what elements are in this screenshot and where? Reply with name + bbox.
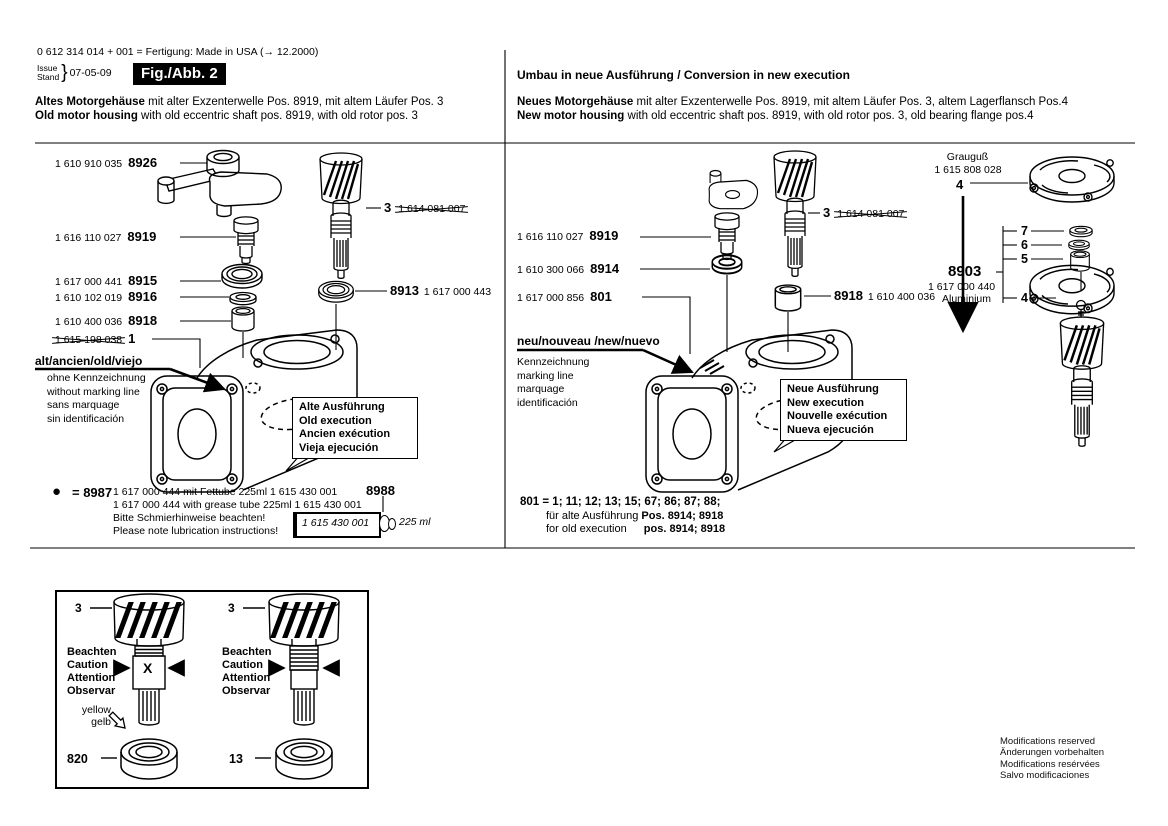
order-number-line: 0 612 314 014 + 001 = Fertigung: Made in USA (→ 12.2000) [37, 46, 319, 58]
tube-pos-8988: 8988 [366, 483, 395, 498]
part-number: 1 616 110 027 [517, 231, 584, 243]
part-label-8919-left [55, 229, 156, 244]
part-label-1-obsolete [55, 331, 135, 346]
rotor-obsolete-number: 1 614 081 007 [398, 203, 466, 215]
grease-tube-volume: 225 ml [399, 516, 431, 528]
callout-pos: 8913 [390, 283, 419, 298]
part-number: 1 610 300 066 [517, 264, 585, 276]
part-pos: 1 [128, 331, 136, 346]
left-title-de: Altes Motorgehäuse mit alter Exzenterwelle Pos. 8919, mit altem Läufer Pos. 3 [35, 96, 444, 108]
eccentric-cam-drawing-right [700, 168, 762, 214]
part-pos: 8915 [128, 273, 158, 288]
part-label-8926 [55, 155, 157, 170]
caution-text-left: Beachten Caution Attention Observar [67, 646, 117, 697]
neu-label: neu/nouveau /new/nuevo [517, 334, 660, 348]
part-label-8916 [55, 289, 157, 304]
flange-number-top: 1 615 808 028 [934, 164, 1002, 176]
part-pos: 8919 [589, 228, 619, 243]
part-number: 1 617 000 441 [55, 276, 123, 288]
part-label-8915 [55, 273, 157, 288]
yellow-pointer-arrow [109, 712, 125, 728]
stand-label: Stand [37, 72, 60, 82]
bullet-icon: ● [52, 483, 62, 500]
right-title-de: Neues Motorgehäuse mit alter Exzenterwelle Pos. 8919, mit altem Läufer Pos. 3, altem Lagerflansch Pos.4 [517, 96, 1068, 108]
rotor-label-left [384, 200, 465, 215]
ring-8916-drawing [228, 291, 258, 305]
grease-tube-number: 1 615 430 001 [302, 517, 370, 529]
part-number: 1 610 910 035 [55, 158, 123, 170]
eccentric-shaft-8919-drawing-left [230, 216, 262, 264]
caution-rotor-pos-right: 3 [228, 601, 235, 615]
part-pos: 801 [590, 289, 612, 304]
bushing-callout-8918 [834, 288, 935, 303]
part-label-8919-right [517, 228, 618, 243]
part-number: 1 617 000 856 [517, 292, 585, 304]
caution-inset-box [55, 590, 369, 789]
bearing-8913-drawing [317, 280, 355, 303]
part-number-struck: 1 615 198 038 [55, 334, 123, 346]
part-pos: 8916 [128, 289, 158, 304]
rotor-3-drawing-right [765, 148, 825, 278]
flange-material-aluminium: Aluminium [942, 293, 992, 305]
item-4: 4 [1021, 291, 1028, 305]
old-execution-box: Alte Ausführung Old execution Ancien exécution Vieja ejecución [292, 397, 418, 459]
flange-material-greycast: Grauguß [946, 151, 989, 163]
item-7: 7 [1021, 224, 1028, 238]
caution-rotor-pos-left: 3 [75, 601, 82, 615]
grease-tube-nozzle [388, 518, 396, 530]
new-execution-box: Neue Ausführung New execution Nouvelle exécution Nueva ejecución [780, 379, 907, 441]
rotor-3-drawing-left [311, 150, 371, 280]
part-label-801 [517, 289, 612, 304]
part-pos: 8926 [128, 155, 158, 170]
grease-tube-body [293, 512, 381, 538]
modifications-reserved-notes: Modifications reserved Änderungen vorbehalten Modifications resérvées Salvo modificaciones [1000, 736, 1105, 781]
note-801-line3: for old execution pos. 8914; 8918 [546, 523, 726, 535]
crank-8926-drawing [155, 148, 290, 220]
issue-stand-labels [37, 64, 59, 83]
callout-number: 1 617 000 443 [423, 286, 492, 298]
bearing-pos-13: 13 [229, 752, 243, 766]
flange-pos-8903: 8903 [948, 263, 982, 280]
issue-label: Issue [37, 62, 58, 73]
bearing-callout-8913 [390, 283, 491, 298]
callout-pos: 8918 [834, 288, 863, 303]
figure-badge: Fig./Abb. 2 [133, 63, 226, 85]
brace-glyph: } [61, 62, 68, 83]
rotor-pos: 3 [823, 205, 831, 220]
rotor-pos: 3 [384, 200, 392, 215]
part-number: 1 610 102 019 [55, 292, 123, 304]
conversion-title: Umbau in neue Ausführung / Conversion in new execution [517, 68, 850, 82]
item-6: 6 [1021, 238, 1028, 252]
ring-8914-drawing [710, 253, 744, 274]
part-number: 1 610 400 036 [55, 316, 123, 328]
part-pos: 8919 [127, 229, 157, 244]
rotor-label-right [823, 205, 904, 220]
left-title-en: Old motor housing with old eccentric shaft pos. 8919, with old rotor pos. 3 [35, 110, 418, 122]
yellow-color-note: yellow gelb [81, 704, 111, 728]
note-801-line2: für alte Ausführung Pos. 8914; 8918 [546, 510, 724, 522]
item-5: 5 [1021, 252, 1028, 266]
grease-note-lines: 1 617 000 444 mit Fettube 225ml 1 615 430 001 1 617 000 444 with grease tube 225ml 1 615 430 001 Bitte Schmierhinweise beachten! Please note lubrication instructions! [113, 486, 362, 537]
right-title-en: New motor housing with old eccentric shaft pos. 8919, with old rotor pos. 3, old bearing flange pos.4 [517, 110, 1034, 122]
flange-number-8903: 1 617 000 440 [928, 281, 996, 293]
part-label-8918-left [55, 313, 157, 328]
part-pos: 8914 [590, 261, 620, 276]
snap-ring-7-drawing [1066, 225, 1096, 237]
issue-stand-row [37, 62, 112, 84]
alt-label: alt/ancien/old/viejo [35, 354, 143, 368]
bearing-8915-drawing [220, 263, 264, 289]
part-label-8914 [517, 261, 619, 276]
alt-note: ohne Kennzeichnung without marking line sans marquage sin identificación [47, 372, 146, 425]
x-mark: X [143, 660, 153, 676]
rotor-drawing-flange-column [1051, 314, 1113, 448]
rotor-obsolete-number: 1 614 081 007 [837, 208, 905, 220]
flange-pos-4-top: 4 [956, 177, 964, 192]
washer-6-drawing [1064, 239, 1094, 250]
grease-tube-drawing [293, 512, 433, 540]
note-801-line1: 801 = 1; 11; 12; 13; 15; 67; 86; 87; 88; [520, 496, 721, 508]
caution-text-right: Beachten Caution Attention Observar [222, 646, 272, 697]
issue-date: 07-05-09 [69, 67, 112, 79]
grease-pos-8987: = 8987 [72, 485, 113, 500]
callout-number: 1 610 400 036 [867, 291, 936, 303]
bearing-pos-820: 820 [67, 752, 88, 766]
bushing-8918-drawing-right [773, 284, 803, 312]
part-number: 1 616 110 027 [55, 232, 122, 244]
part-pos: 8918 [128, 313, 158, 328]
neu-note: Kennzeichnung marking line marquage identificación [517, 356, 590, 409]
bearing-flange-grey-cast-drawing [1026, 152, 1118, 206]
